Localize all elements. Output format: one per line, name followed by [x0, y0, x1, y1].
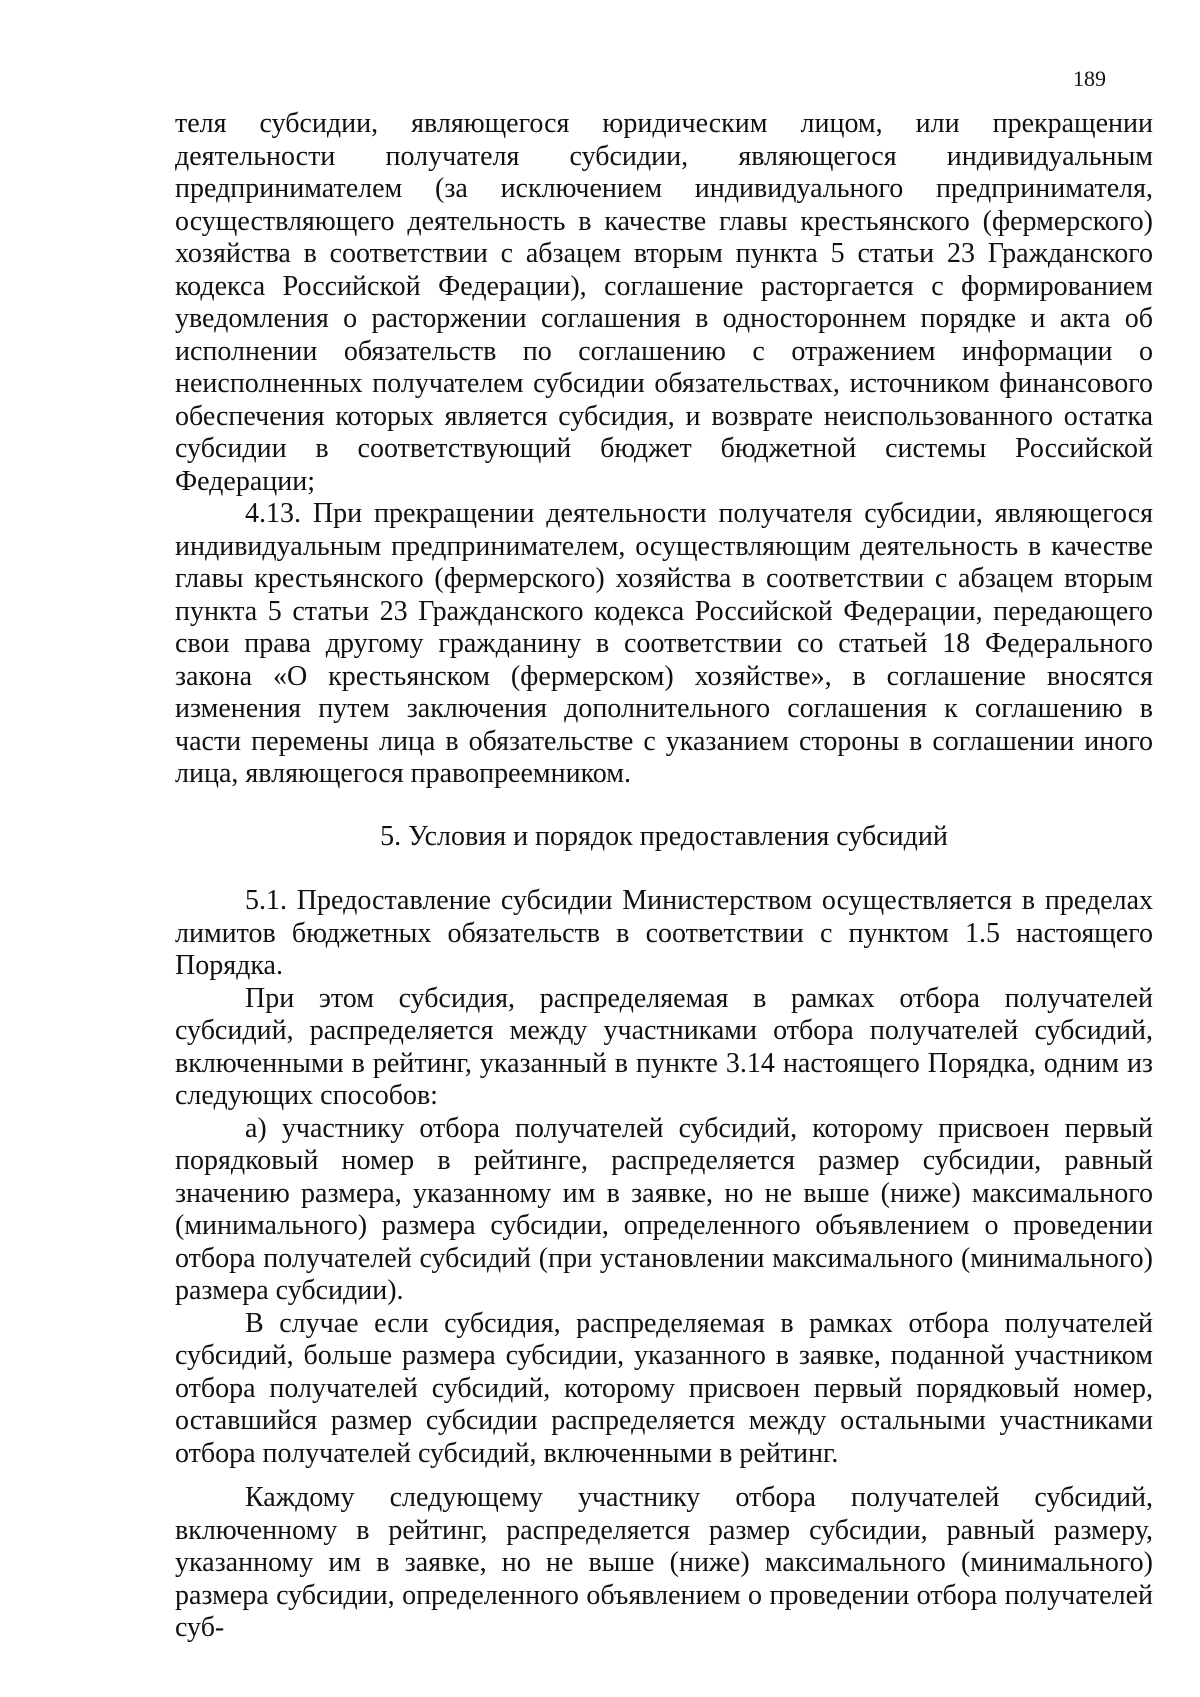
paragraph-item-a: а) участнику отбора получателей субсидий, которому присвоен первый порядковый номер в рейтинге, распределяется размер субсидии, равный значению размера, указанному им в заявке, но не выше (ниже) максимального (минимального) размера субсидии, определенного объявлением о проведении отбора получателей субсидий (при установлении максимального (минимального) размера субсидии). — [175, 1112, 1153, 1306]
section-heading: 5. Условия и порядок предоставления субсидий — [380, 820, 948, 852]
paragraph-distribution: При этом субсидия, распределяемая в рамках отбора получателей субсидий, распределяется между участниками отбора получателей субсидий, включенными в рейтинг, указанный в пункте 3.14 настоящего Порядка, одним из следующих способов: — [175, 982, 1153, 1111]
document-body — [175, 108, 1153, 1645]
paragraph-remaining: В случае если субсидия, распределяемая в рамках отбора получателей субсидий, больше размера субсидии, указанного в заявке, поданной участником отбора получателей субсидий, которому присвоен первый порядковый номер, оставшийся размер субсидии распределяется между остальными участниками отбора получателей субсидий, включенными в рейтинг. — [175, 1307, 1153, 1469]
paragraph-5-1: 5.1. Предоставление субсидии Министерством осуществляется в пределах лимитов бюджетных обязательств в соответствии с пунктом 1.5 настоящего Порядка. — [175, 885, 1153, 981]
page-number: 189 — [1073, 66, 1106, 91]
paragraph-each-next: Каждому следующему участнику отбора получателей субсидий, включенному в рейтинг, распределяется размер субсидии, равный размеру, указанному им в заявке, но не выше (ниже) максимального (минимального) размера субсидии, определенного объявлением о проведении отбора получателей суб- — [175, 1482, 1153, 1643]
paragraph-continuation: теля субсидии, являющегося юридическим лицом, или прекращении деятельности получателя субсидии, являющегося индивидуальным предпринимателем (за исключением индивидуального предпринимателя, осуществляющего деятельность в качестве главы крестьянского (фермерского) хозяйства в соответствии с абзацем вторым пункта 5 статьи 23 Гражданского кодекса Российской Федерации), соглашение расторгается с формированием уведомления о расторжении соглашения в одностороннем порядке и акта об исполнении обязательств по соглашению с отражением информации о неисполненных получателем субсидии обязательствах, источником финансового обеспечения которых является субсидия, и возврате неиспользованного остатка субсидии в соответствующий бюджет бюджетной системы Российской Федерации; — [175, 108, 1153, 497]
paragraph-4-13: 4.13. При прекращении деятельности получателя субсидии, являющегося индивидуальным предпринимателем, осуществляющим деятельность в качестве главы крестьянского (фермерского) хозяйства в соответствии с абзацем вторым пункта 5 статьи 23 Гражданского кодекса Российской Федерации, передающего свои права другому гражданину в соответствии со статьей 18 Федерального закона «О крестьянском (фермерском) хозяйстве», в соглашение вносятся изменения путем заключения дополнительного соглашения к соглашению в части перемены лица в обязательстве с указанием стороны в соглашении иного лица, являющегося правопреемником. — [175, 498, 1153, 789]
